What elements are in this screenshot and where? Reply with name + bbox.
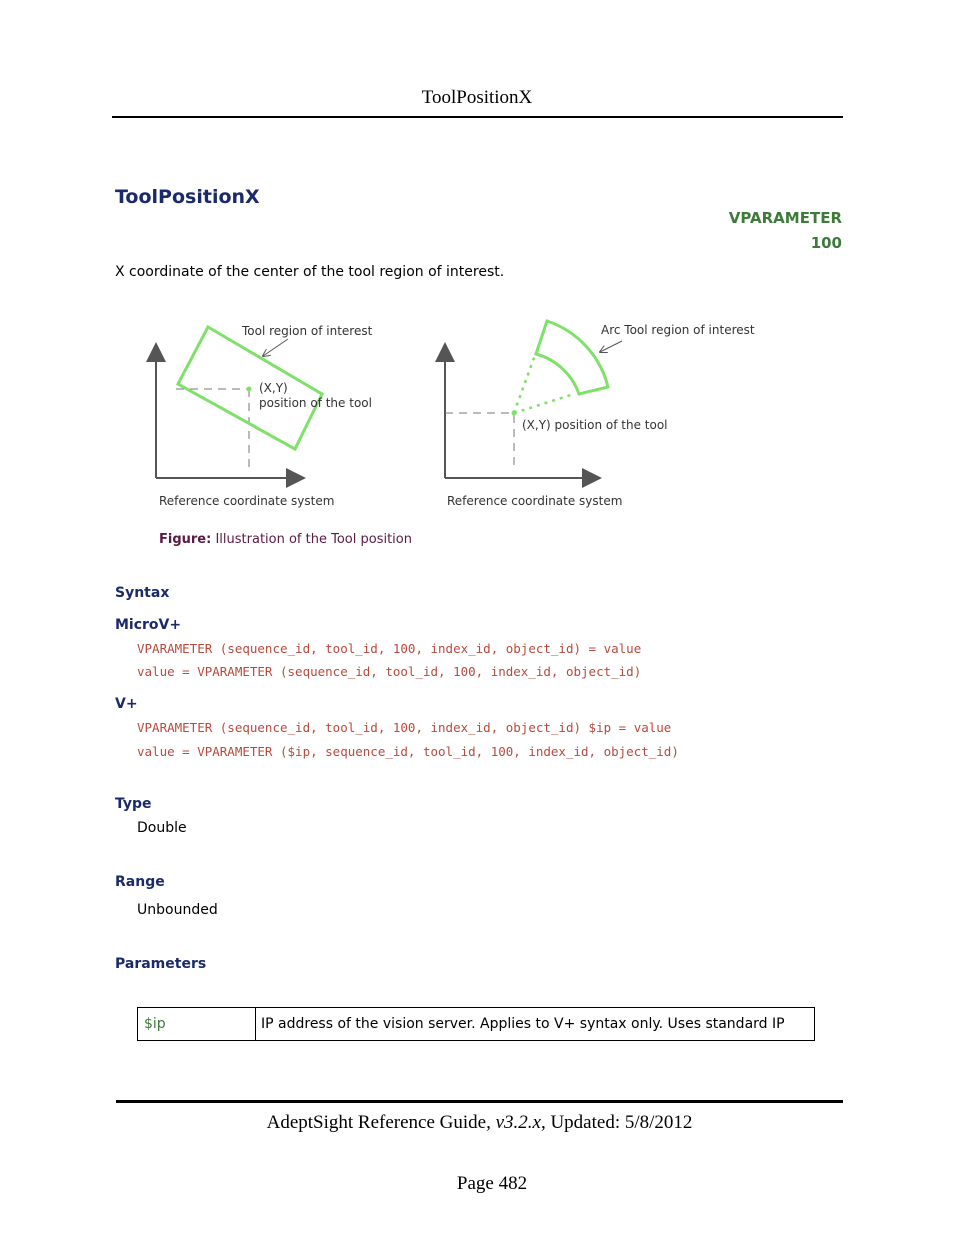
- param-description-cell: IP address of the vision server. Applies to V+ syntax only. Uses standard IP: [261, 1016, 785, 1032]
- left-position-label: position of the tool: [259, 396, 372, 410]
- running-header: ToolPositionX: [421, 87, 533, 108]
- tool-position-figure: [140, 310, 780, 515]
- microv-code-line-1: VPARAMETER (sequence_id, tool_id, 100, index_id, object_id) = value: [137, 641, 642, 656]
- param-name-cell: $ip: [138, 1008, 256, 1040]
- range-value: Unbounded: [137, 902, 218, 918]
- vplus-heading: V+: [115, 696, 138, 712]
- type-value: Double: [137, 820, 187, 836]
- vplus-code-line-2: value = VPARAMETER ($ip, sequence_id, tool_id, 100, index_id, object_id): [137, 744, 679, 759]
- right-pointer-arrow: [600, 341, 622, 352]
- caption-prefix: Figure:: [159, 532, 212, 547]
- left-xy-label: (X,Y): [259, 381, 288, 395]
- page-number: Page 482: [456, 1173, 528, 1194]
- vparameter-number: 100: [810, 234, 842, 252]
- footer-version: , v3.2.x: [486, 1112, 541, 1133]
- parameters-table: [137, 1007, 815, 1041]
- tool-center-point: [247, 387, 252, 392]
- caption-text: Illustration of the Tool position: [211, 532, 412, 547]
- microv-heading: MicroV+: [115, 617, 182, 633]
- description: X coordinate of the center of the tool region of interest.: [115, 264, 505, 280]
- footer-rule: [116, 1100, 843, 1103]
- right-coord-label: Reference coordinate system: [447, 494, 623, 508]
- syntax-heading: Syntax: [115, 585, 170, 601]
- right-position-label: (X,Y) position of the tool: [522, 418, 668, 432]
- left-pointer-arrow: [263, 339, 288, 356]
- left-region-label: Tool region of interest: [242, 324, 373, 338]
- vplus-code-line-1: VPARAMETER (sequence_id, tool_id, 100, index_id, object_id) $ip = value: [137, 720, 672, 735]
- right-region-label: Arc Tool region of interest: [601, 323, 755, 337]
- microv-code-line-2: value = VPARAMETER (sequence_id, tool_id, 100, index_id, object_id): [137, 664, 642, 679]
- left-diagram: [156, 324, 373, 508]
- type-heading: Type: [115, 796, 152, 812]
- arc-center-point: [512, 411, 517, 416]
- left-coord-label: Reference coordinate system: [159, 494, 335, 508]
- footer-guide-name: AdeptSight Reference Guide: [266, 1112, 487, 1133]
- arc-radius-line-1: [514, 355, 535, 413]
- right-diagram: [445, 321, 755, 508]
- header-rule: [112, 116, 843, 118]
- arc-radius-line-2: [514, 394, 574, 413]
- vparameter-label: VPARAMETER: [728, 209, 842, 227]
- figure-caption: [159, 532, 412, 547]
- footer-guide-line: [116, 1112, 843, 1134]
- parameters-heading: Parameters: [115, 956, 207, 972]
- arc-tool-region: [536, 321, 608, 394]
- range-heading: Range: [115, 874, 165, 890]
- page-title: ToolPositionX: [115, 186, 260, 208]
- footer-updated: , Updated: 5/8/2012: [540, 1112, 693, 1133]
